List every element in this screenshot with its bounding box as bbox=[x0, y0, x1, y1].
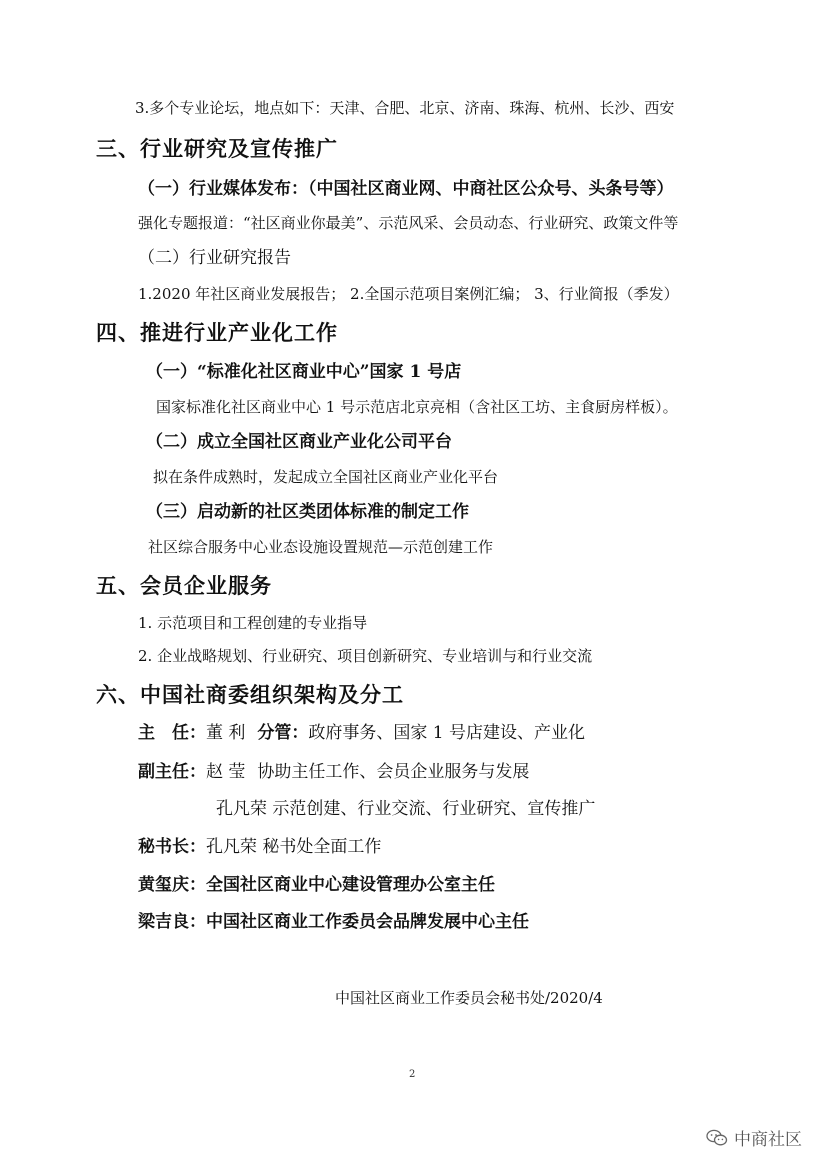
section-6-heading: 六、中国社商委组织架构及分工 bbox=[96, 682, 404, 707]
org-name-deputy-2: 孔凡荣 bbox=[216, 799, 267, 819]
org-role-deputy: 副主任： bbox=[138, 762, 206, 782]
wechat-icon bbox=[706, 1129, 728, 1147]
org-duty-label: 分管： bbox=[257, 723, 309, 743]
org-row-secretary bbox=[138, 839, 381, 856]
org-duty-deputy: 协助主任工作、会员企业服务与发展 bbox=[257, 762, 530, 782]
org-name-deputy: 赵 莹 bbox=[206, 762, 246, 782]
section-4-text-3: 社区综合服务中心业态设施设置规范—示范创建工作 bbox=[148, 538, 494, 556]
org-duty-secretary: 秘书处全面工作 bbox=[262, 837, 382, 857]
org-duty-deputy-2: 示范创建、行业交流、行业研究、宣传推广 bbox=[272, 799, 596, 819]
section-3-sub-2: （二）行业研究报告 bbox=[138, 248, 291, 268]
section-4-text-1: 国家标准化社区商业中心 1 号示范店北京亮相（含社区工坊、主食厨房样板）。 bbox=[156, 398, 678, 416]
watermark-text: 中商社区 bbox=[734, 1130, 802, 1150]
org-row-deputy-2 bbox=[216, 801, 595, 818]
org-duty-director: 政府事务、国家 1 号店建设、产业化 bbox=[308, 723, 586, 743]
forum-line: 3.多个专业论坛，地点如下：天津、合肥、北京、济南、珠海、杭州、长沙、西安 bbox=[135, 99, 675, 117]
section-4-text-2: 拟在条件成熟时，发起成立全国社区商业产业化平台 bbox=[153, 468, 499, 486]
org-duty-liang: 中国社区商业工作委员会品牌发展中心主任 bbox=[206, 912, 529, 932]
org-role-director: 主 任： bbox=[138, 723, 206, 743]
org-row-director bbox=[138, 725, 585, 742]
document-footer: 中国社区商业工作委员会秘书处/2020/4 bbox=[335, 989, 603, 1007]
section-3-heading: 三、行业研究及宣传推广 bbox=[96, 136, 338, 161]
org-role-huang: 黄玺庆： bbox=[138, 875, 206, 895]
org-row-deputy bbox=[138, 764, 529, 781]
org-name-director: 董 利 bbox=[206, 723, 246, 743]
section-4-sub-1: （一）“标准化社区商业中心”国家 1 号店 bbox=[146, 362, 462, 382]
section-5-item-1: 1. 示范项目和工程创建的专业指导 bbox=[138, 614, 368, 632]
org-row-liang bbox=[138, 914, 529, 931]
section-4-sub-3: （三）启动新的社区类团体标准的制定工作 bbox=[146, 502, 469, 522]
section-3-text-1: 强化专题报道：“社区商业你最美”、示范风采、会员动态、行业研究、政策文件等 bbox=[138, 214, 679, 232]
org-name-secretary: 孔凡荣 bbox=[206, 837, 257, 857]
org-role-secretary: 秘书长： bbox=[138, 837, 206, 857]
section-4-sub-2: （二）成立全国社区商业产业化公司平台 bbox=[146, 432, 452, 452]
org-row-huang bbox=[138, 877, 495, 894]
watermark bbox=[706, 1125, 802, 1150]
section-5-heading: 五、会员企业服务 bbox=[96, 573, 272, 598]
org-duty-huang: 全国社区商业中心建设管理办公室主任 bbox=[206, 875, 495, 895]
page-number: 2 bbox=[409, 1069, 416, 1080]
section-3-sub-1: （一）行业媒体发布：（中国社区商业网、中商社区公众号、头条号等） bbox=[138, 179, 674, 199]
section-5-item-2: 2. 企业战略规划、行业研究、项目创新研究、专业培训与和行业交流 bbox=[138, 647, 593, 665]
section-4-heading: 四、推进行业产业化工作 bbox=[96, 320, 338, 345]
section-3-text-2: 1.2020 年社区商业发展报告； 2.全国示范项目案例汇编； 3、行业简报（季发） bbox=[138, 285, 679, 303]
org-role-liang: 梁吉良： bbox=[138, 912, 206, 932]
